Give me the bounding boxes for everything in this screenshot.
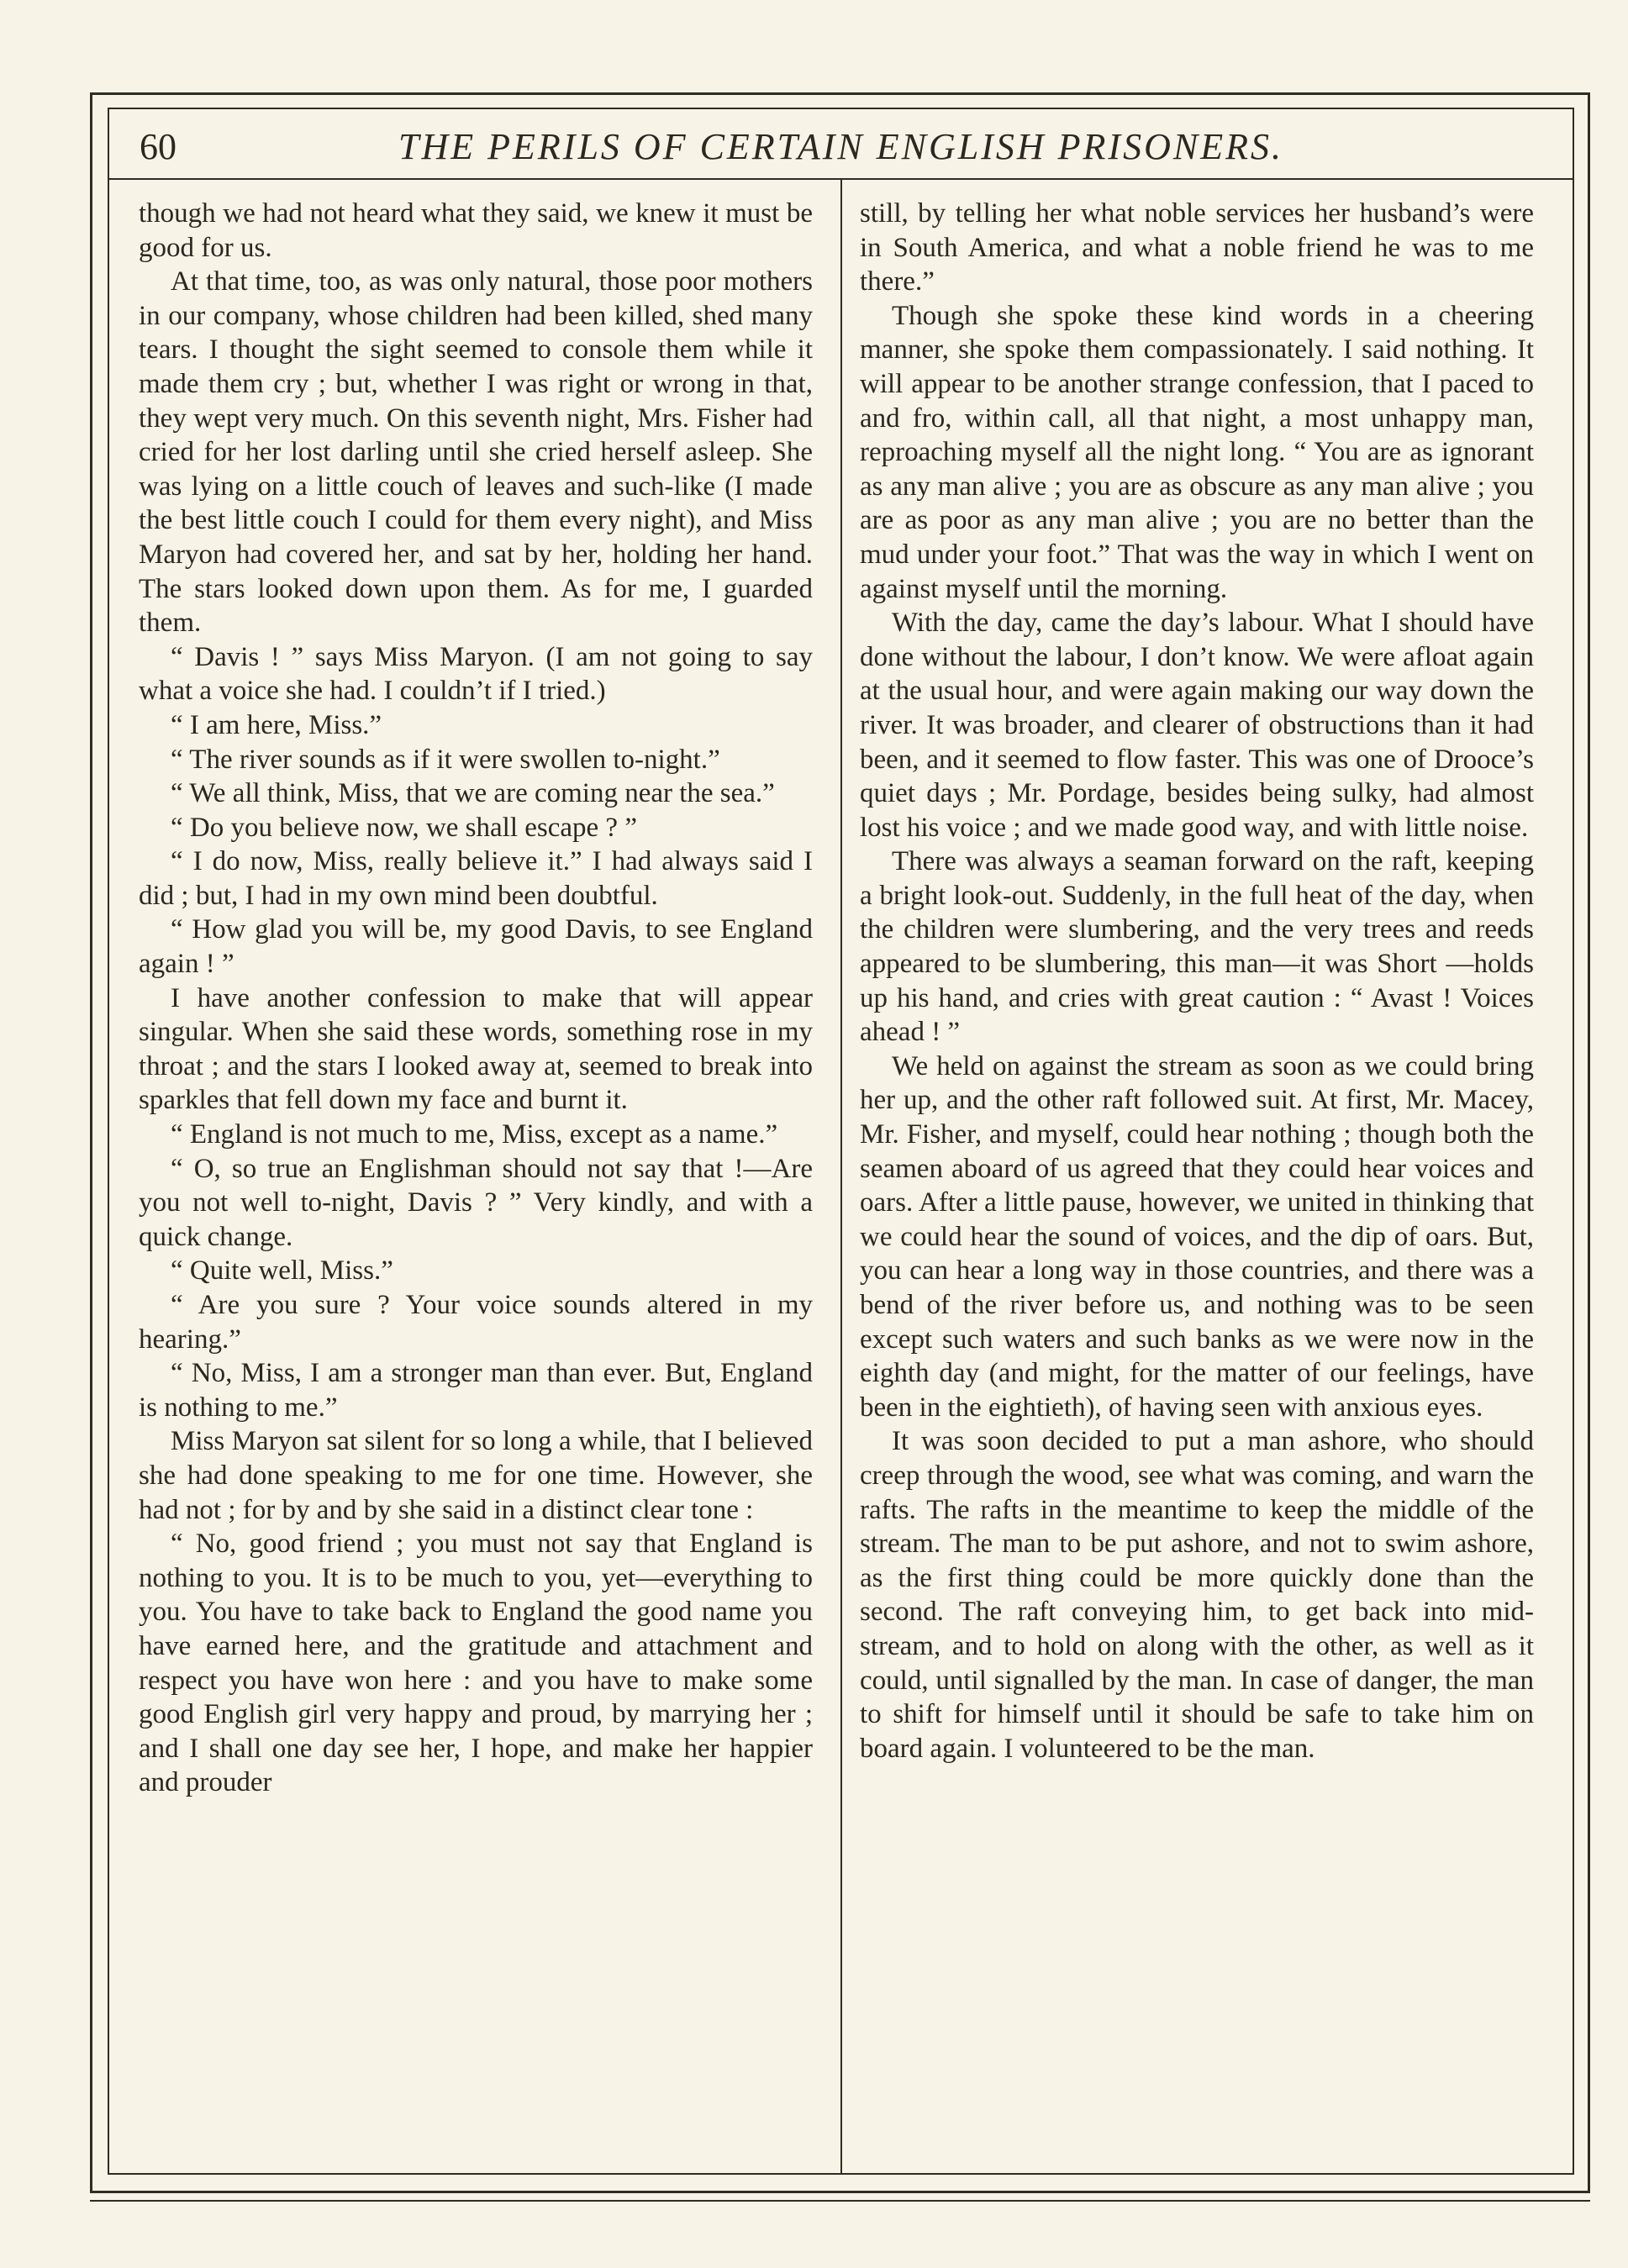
paragraph: “ Do you believe now, we shall escape ? ” [171, 812, 637, 843]
paragraph: “ The river sounds as if it were swollen to-night.” [171, 744, 720, 775]
paragraph: With the day, came the day’s labour. What I should have done without the labour, I don’t know. We were afloat again at the usual hour, and were again making our way down the river. It was broader, and clearer of obstructions than it had been, and it seemed to flow faster. This was one of Drooce’s quiet days ; Mr. Pordage, besides being sulky, had almost lost his voice ; and we made good way, and with little noise. [860, 608, 1534, 843]
paragraph: At that time, too, as was only natural, those poor mothers in our company, whose children had been killed, shed many tears. I thought the sight seemed to console them while it made them cry ; but, whether I was right or wrong in that, they wept very much. On this seventh night, Mrs. Fisher had cried for her lost darling until she cried herself asleep. She was lying on a little couch of leaves and such-like (I made the best little couch I could for them every night), and Miss Maryon had covered her, and sat by her, holding her hand. The stars looked down upon them. As for me, I guarded them. [139, 266, 813, 639]
paragraph: There was always a seaman forward on the raft, keeping a bright look-out. Suddenly, in the full heat of the day, when the children were slumbering, and the very trees and reeds appeared to be slumbering, this man—it was Short —holds up his hand, and cries with great caution : “ Avast ! Voices ahead ! ” [860, 846, 1534, 1048]
page-header [108, 118, 1574, 176]
paragraph: I have another confession to make that will appear singular. When she said these words, something rose in my throat ; and the stars I looked away at, seemed to break into sparkles that fell down my face and burnt it. [139, 982, 813, 1116]
paragraph: though we had not heard what they said, we knew it must be good for us. [139, 198, 813, 263]
paragraph: “ How glad you will be, my good Davis, to see England again ! ” [139, 914, 813, 980]
running-title: THE PERILS OF CERTAIN ENGLISH PRISONERS. [398, 126, 1283, 167]
right-column [860, 197, 1534, 1765]
paragraph: still, by telling her what noble services her husband’s were in South America, and what a noble friend he was to me there.” [860, 198, 1534, 297]
paragraph: “ No, good friend ; you must not say that England is nothing to you. It is to be much to you, yet—everything to you. You have to take back to England the good name you have earned here, and the gratitude and attachment and respect you have won here : and you have to make some good English girl very happy and proud, by marrying her ; and I shall one day see her, I hope, and make her happier and prouder [139, 1529, 813, 1798]
left-column [139, 197, 813, 1800]
paragraph: “ Quite well, Miss.” [171, 1255, 393, 1287]
paragraph: “ England is not much to me, Miss, except as a name.” [171, 1119, 778, 1150]
paragraph: “ I am here, Miss.” [171, 709, 382, 740]
paragraph: “ We all think, Miss, that we are coming near the sea.” [171, 778, 775, 809]
paragraph: “ I do now, Miss, really believe it.” I had always said I did ; but, I had in my own mind been doubtful. [139, 846, 813, 911]
paragraph: Though she spoke these kind words in a cheering manner, she spoke them compassionately. I said nothing. It will appear to be another strange confession, that I paced to and fro, within call, all that night, a most unhappy man, reproaching myself all the night long. “ You are as ignorant as any man alive ; you are as obscure as any man alive ; you are as poor as any man alive ; you are no better than the mud under your foot.” That was the way in which I went on against myself until the morning. [860, 300, 1534, 604]
bottom-rule [90, 2200, 1590, 2202]
page-number: 60 [140, 126, 176, 167]
paragraph: “ No, Miss, I am a stronger man than ever. But, England is nothing to me.” [139, 1358, 813, 1423]
paragraph: “ Davis ! ” says Miss Maryon. (I am not going to say what a voice she had. I couldn’t if I tried.) [139, 641, 813, 707]
paragraph: Miss Maryon sat silent for so long a while, that I believed she had done speaking to me for one time. However, she had not ; for by and by she said in a distinct clear tone : [139, 1426, 813, 1525]
paragraph: We held on against the stream as soon as we could bring her up, and the other raft followed suit. At first, Mr. Macey, Mr. Fisher, and myself, could hear nothing ; though both the seamen aboard of us agreed that they could hear voices and oars. After a little pause, however, we united in thinking that we could hear the sound of voices, and the dip of oars. But, you can hear a long way in those countries, and there was a bend of the river before us, and nothing was to be seen except such waters and such banks as we were now in the eighth day (and might, for the matter of our feelings, have been in the eightieth), of having seen with anxious eyes. [860, 1050, 1534, 1423]
paragraph: “ O, so true an Englishman should not say that !—Are you not well to-night, Davis ? ” Very kindly, and with a quick change. [139, 1153, 813, 1252]
column-divider [840, 180, 842, 2175]
paragraph: It was soon decided to put a man ashore, who should creep through the wood, see what was coming, and warn the rafts. The rafts in the meantime to keep the middle of the stream. The man to be put ashore, and not to swim ashore, as the first thing could be more quickly done than the second. The raft conveying him, to get back into mid-stream, and to hold on along with the other, as well as it could, until signalled by the man. In case of danger, the man to shift for himself until it should be safe to take him on board again. I volunteered to be the man. [860, 1426, 1534, 1764]
paragraph: “ Are you sure ? Your voice sounds altered in my hearing.” [139, 1290, 813, 1355]
